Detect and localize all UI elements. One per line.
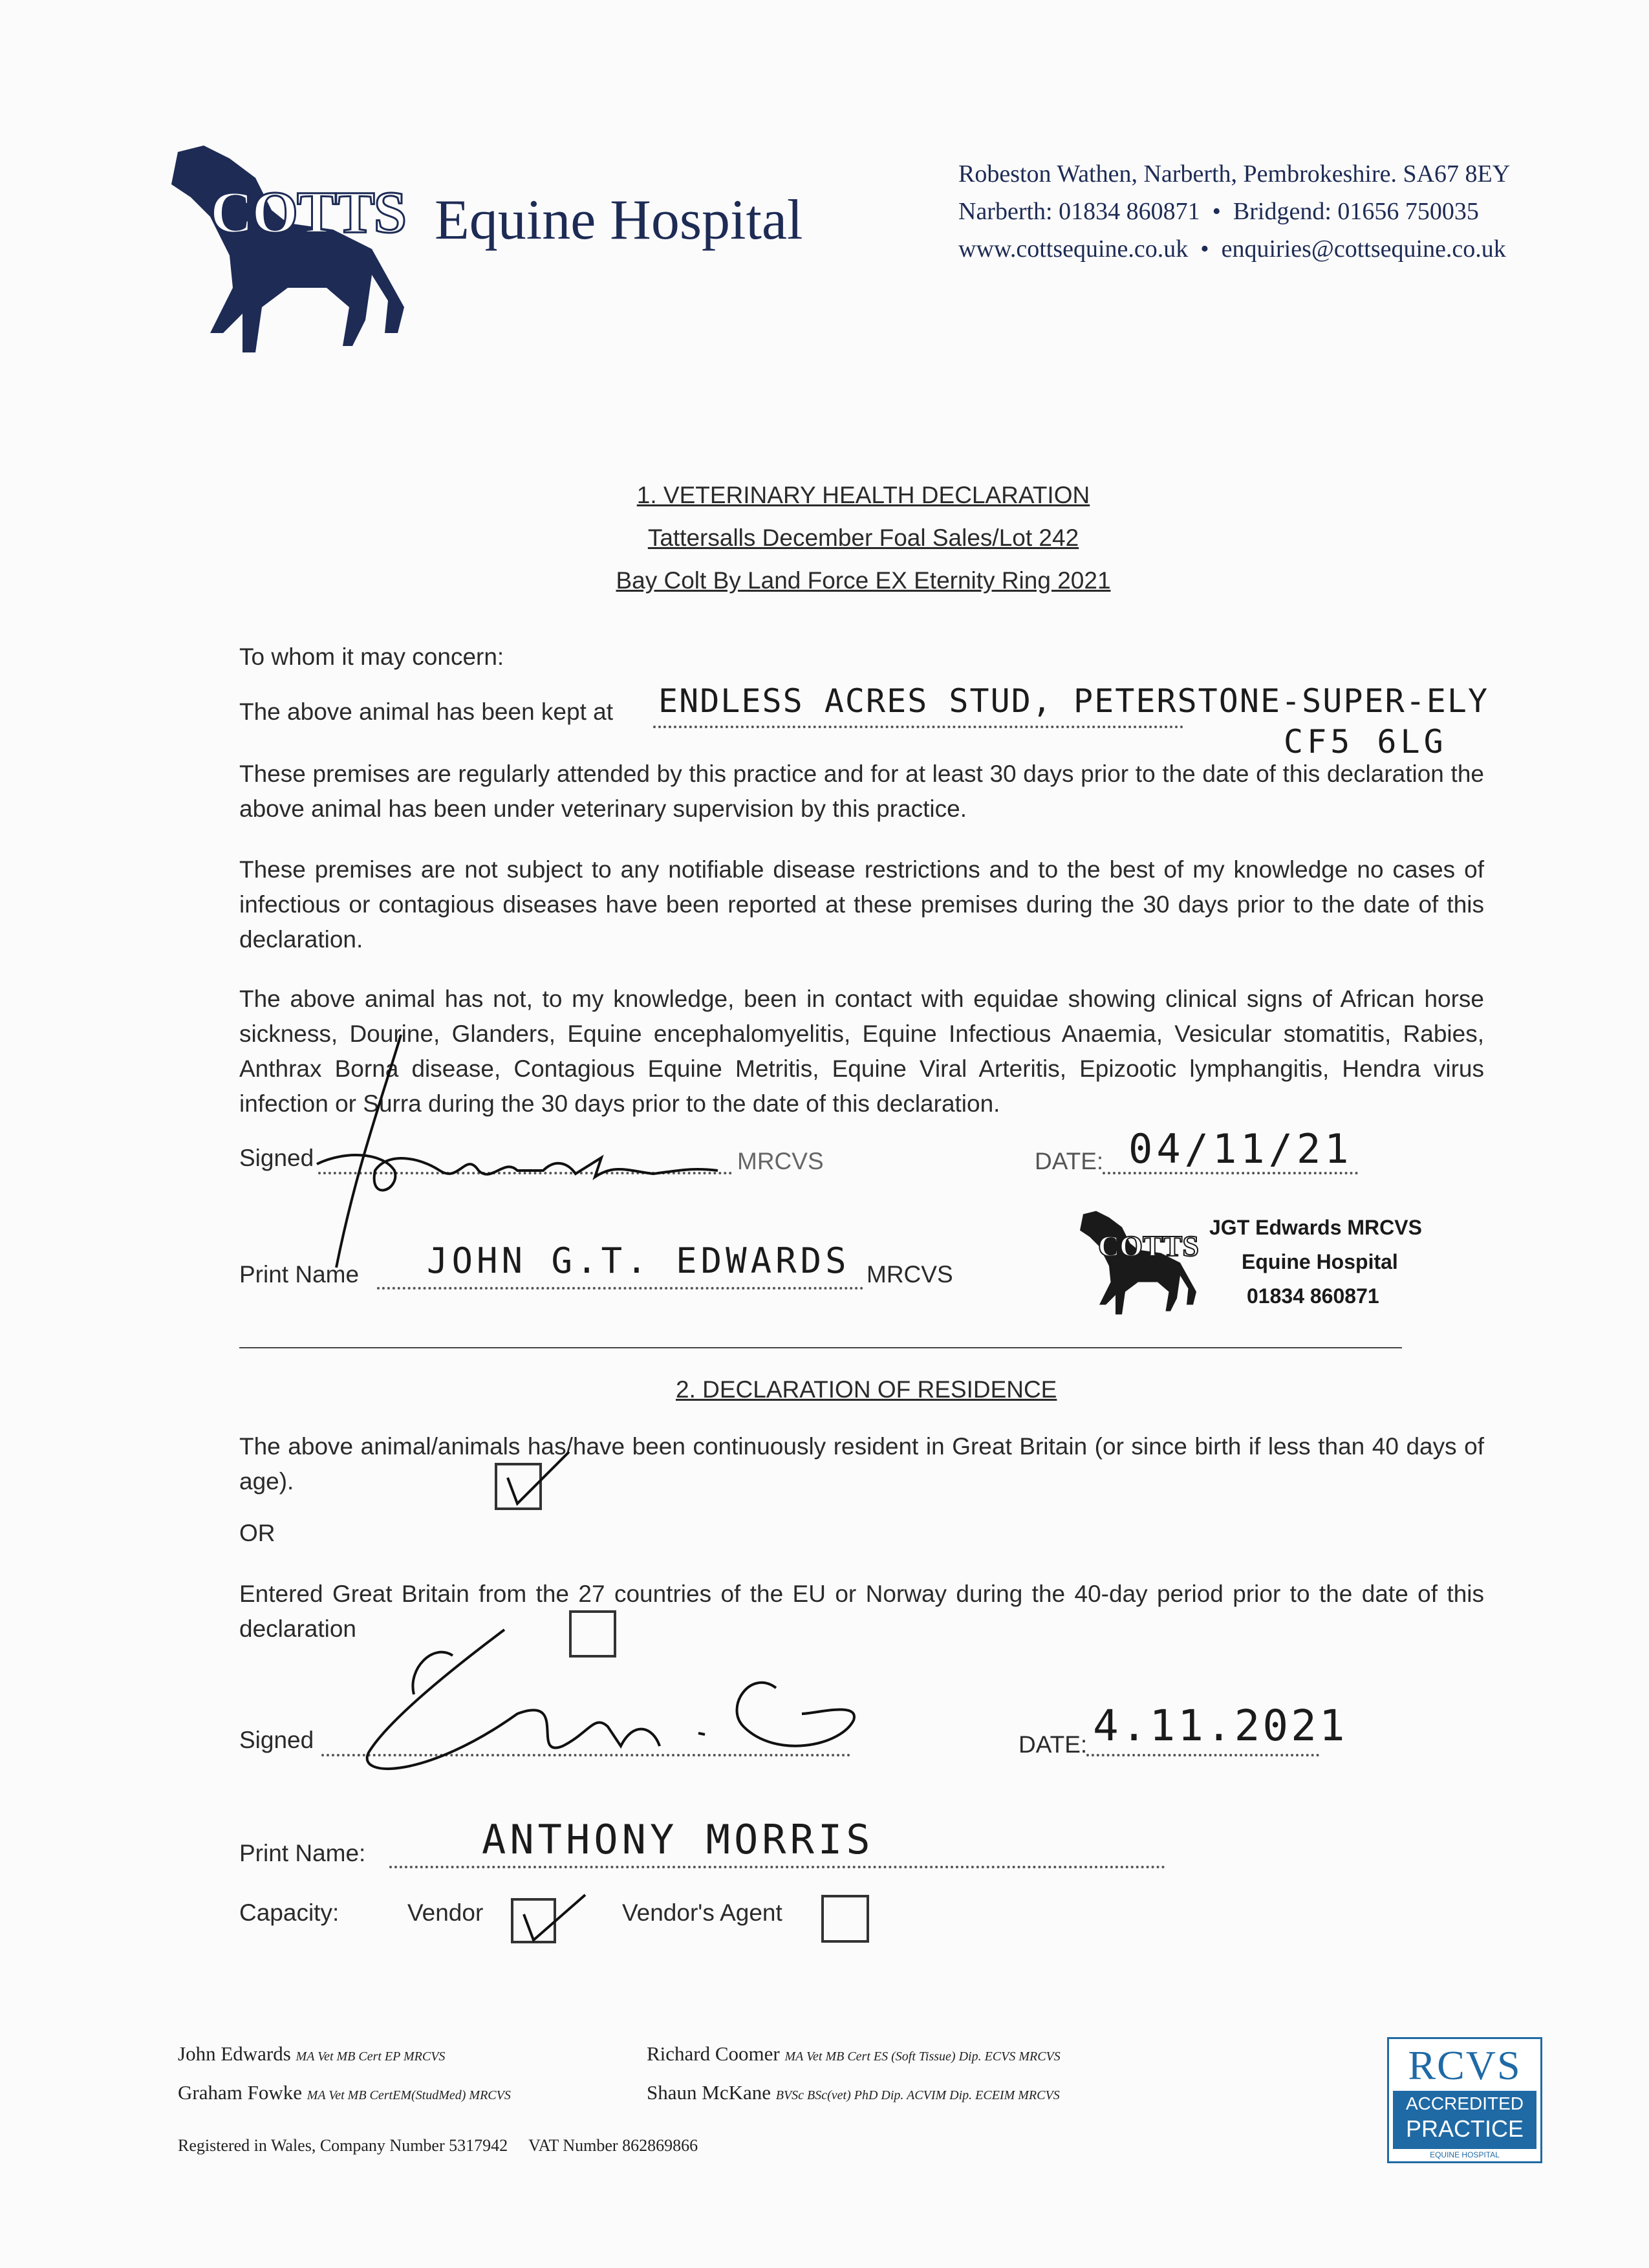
rcvs-line4: EQUINE HOSPITAL <box>1430 2150 1500 2159</box>
residence-option1: The above animal/animals has/have been continuously resident in Great Britain (or since birth if less than 40 days of age). <box>239 1433 1484 1495</box>
phones: Narberth: 01834 860871 • Bridgend: 01656 750035 <box>958 198 1479 225</box>
section1-title: 1. VETERINARY HEALTH DECLARATION <box>636 482 1090 508</box>
staff-entry: Shaun McKane BVSc BSc(vet) PhD Dip. ACVIM Dip. ECEIM MRCVS <box>647 2081 1060 2104</box>
stamp-line3: 01834 860871 <box>1247 1284 1379 1308</box>
staff-col-2 <box>647 2036 1061 2113</box>
vendor-print-name-label: Print Name: <box>239 1840 366 1866</box>
address: Robeston Wathen, Narberth, Pembrokeshire. SA67 8EY <box>958 160 1511 188</box>
option1-tick-icon <box>498 1445 576 1510</box>
registration-details: Registered in Wales, Company Number 5317942 VAT Number 862869866 <box>178 2136 698 2155</box>
staff-col-1 <box>178 2036 511 2113</box>
kept-at-label: The above animal has been kept at <box>239 698 613 725</box>
vendor-tick-icon <box>521 1888 592 1947</box>
vendor-date: 4.11.2021 <box>1093 1701 1348 1751</box>
vendor-print-name-line <box>389 1866 1165 1868</box>
sale-name: Tattersalls December Foal Sales/Lot 242 <box>647 524 1079 551</box>
kept-at-line <box>653 726 1183 728</box>
vendor-signed-label: Signed <box>239 1727 314 1753</box>
section-divider <box>239 1347 1402 1348</box>
vendor-date-label: DATE: <box>1018 1731 1088 1758</box>
rcvs-badge <box>1387 2037 1542 2163</box>
section2-title: 2. DECLARATION OF RESIDENCE <box>676 1376 1057 1403</box>
vendor-signature <box>349 1617 886 1785</box>
vet-date: 04/11/21 <box>1128 1125 1353 1172</box>
contact-block <box>958 155 1510 268</box>
vet-print-name-label: Print Name <box>239 1261 360 1288</box>
or-label: OR <box>239 1520 275 1546</box>
vet-signed-label: Signed <box>239 1145 314 1171</box>
hospital-name: Equine Hospital <box>435 189 803 252</box>
vet-signature <box>291 1022 731 1274</box>
vendor-print-name: ANTHONY MORRIS <box>482 1816 874 1863</box>
staff-entry: Graham Fowke MA Vet MB CertEM(StudMed) MRCVS <box>178 2081 511 2104</box>
kept-at-postcode: CF5 6LG <box>1284 723 1447 761</box>
paragraph-restrictions: These premises are not subject to any notifiable disease restrictions and to the best of my knowledge no cases of infectious or contagious diseases have been reported at these premises during the 30 days prior to the date of this declaration. <box>239 856 1484 953</box>
agent-label: Vendor's Agent <box>622 1899 782 1926</box>
paragraph-contact: The above animal has not, to my knowledge, been in contact with equidae showing clinical signs of African horse sickness, Dourine, Glanders, Equine encephalomyelitis, Equine Infectious Anaemia, Vesicular stomatitis, Rabies, Anthrax Borna disease, Contagious Equine Metritis, Equine Viral Arteritis, Epizootic lymphangitis, Hendra virus infection or Surra during the 30 days prior to the date of this declaration. <box>239 986 1484 1117</box>
vet-mrcvs: MRCVS <box>737 1148 824 1174</box>
letterhead-logo <box>158 139 417 352</box>
paragraph-supervision: These premises are regularly attended by this practice and for at least 30 days prior to the date of this declaration the above animal has been under veterinary supervision by this practice. <box>239 761 1484 822</box>
vendor-label: Vendor <box>407 1899 484 1926</box>
staff-entry: John Edwards MA Vet MB Cert EP MRCVS <box>178 2042 446 2065</box>
web-email: www.cottsequine.co.uk • enquiries@cottsequine.co.uk <box>958 235 1506 263</box>
rcvs-line2: ACCREDITED <box>1405 2093 1524 2113</box>
residence-option2: Entered Great Britain from the 27 countries of the EU or Norway during the 40-day period prior to the date of this declaration <box>239 1581 1484 1642</box>
practice-stamp <box>1073 1203 1461 1332</box>
capacity-label: Capacity: <box>239 1899 339 1926</box>
vet-print-name-line <box>377 1287 863 1290</box>
staff-entry: Richard Coomer MA Vet MB Cert ES (Soft Tissue) Dip. ECVS MRCVS <box>647 2042 1061 2065</box>
vendor-date-line <box>1086 1754 1319 1756</box>
vet-print-mrcvs: MRCVS <box>867 1261 953 1288</box>
agent-checkbox[interactable] <box>821 1895 869 1943</box>
section1-heading <box>0 474 1649 602</box>
stamp-line1: JGT Edwards MRCVS <box>1209 1216 1422 1239</box>
stamp-line2: Equine Hospital <box>1242 1250 1398 1273</box>
logo-text: COTTS <box>210 179 405 245</box>
stamp-logo-text: COTTS <box>1098 1229 1199 1262</box>
rcvs-line3: PRACTICE <box>1405 2115 1524 2142</box>
vet-date-label: DATE: <box>1035 1148 1104 1174</box>
salutation: To whom it may concern: <box>239 643 504 670</box>
vet-print-name: JOHN G.T. EDWARDS <box>427 1240 850 1281</box>
rcvs-title: RCVS <box>1408 2042 1522 2088</box>
kept-at-value: ENDLESS ACRES STUD, PETERSTONE-SUPER-ELY <box>658 682 1489 720</box>
horse-description: Bay Colt By Land Force EX Eternity Ring 2021 <box>616 567 1111 594</box>
